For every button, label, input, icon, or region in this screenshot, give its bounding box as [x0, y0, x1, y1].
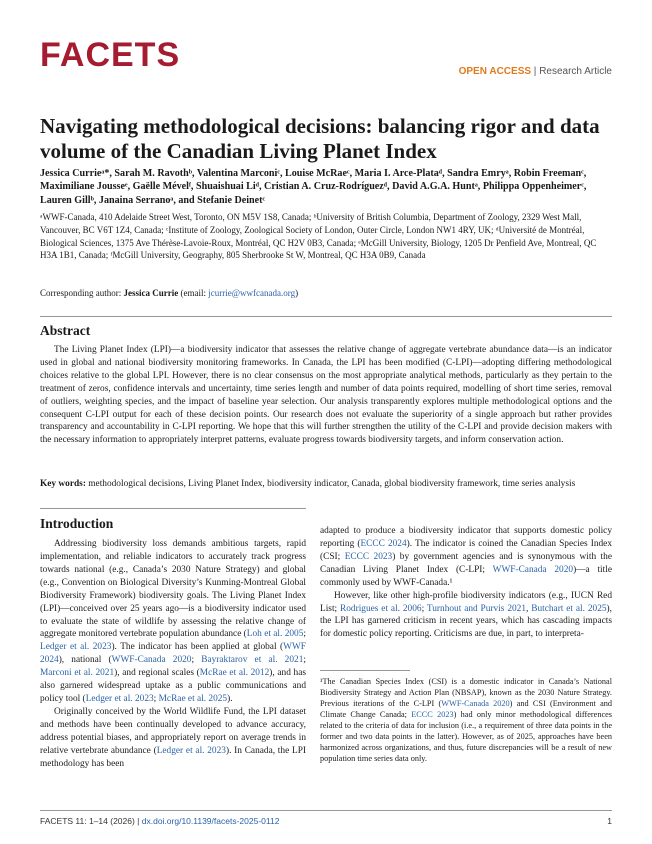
citation-link[interactable]: WWF-Canada 2020	[441, 699, 510, 708]
citation-link[interactable]: Bayraktarov et al. 2021	[201, 655, 304, 666]
author-list: Jessica Currieᵃ*, Sarah M. Ravothᵇ, Valentina Marconiᶜ, Louise McRaeᶜ, Maria I. Arce-Plataᵈ, Sandra Emryᵃ, Robin Freemanᶜ, Maximiliane Jousseᵉ, Gaëlle Mévelᶠ, Shuaishuai Liᵈ, Cristian A. Cruz-Rodríguezᵈ, David A.G.A. Huntᵃ, Philippa Oppenheimerᶜ, Lauren Gillᵇ, Janaina Serranoᵃ, and Stefanie Deinetᶜ	[40, 168, 587, 206]
divider	[40, 508, 306, 509]
doi-link[interactable]: dx.doi.org/10.1139/facets-2025-0112	[141, 816, 280, 826]
text-run: Originally conceived by the World Wildlife Fund, the LPI dataset and methods have been continually developed to advance accuracy, address potential biases, and appropriately report on average trends in relative vertebrate abundance (	[40, 706, 306, 756]
corresponding-author	[40, 287, 620, 299]
text-run: ), and regional scales (	[114, 668, 200, 679]
journal-citation: FACETS 11: 1–14 (2026)	[40, 816, 135, 826]
citation-link[interactable]: McRae et al. 2012	[199, 668, 270, 679]
keywords-label: Key words:	[40, 479, 86, 489]
journal-logo: FACETS	[40, 36, 181, 74]
text-run: ) by government agencies and is synonymous with the Canadian Living Planet Index (C-LPI;	[320, 551, 612, 575]
intro-paragraph-4	[320, 590, 612, 642]
text-run: ), the LPI has garnered criticism in recent years, which has cascading impacts for domestic policy reporting. Criticisms are due, in part, to interpreta-	[320, 603, 612, 640]
affiliations: ᵃWWF-Canada, 410 Adelaide Street West, Toronto, ON M5V 1S8, Canada; ᵇUniversity of British Columbia, Department of Zoology, 2329 West Mall, Vancouver, BC V6T 1Z4, Canada; ᶜInstitute of Zoology, Zoological Society of London, Outer Circle, London NW1 4RY, UK; ᵈUniversité de Montréal, Biological Sciences, 1375 Ave Thérèse-Lavoie-Roux, Montréal, QC H2V 0B3, Canada; ᵉMcGill University, Biology, 1205 Dr Penfield Ave, Montreal, QC H3A 1B1, Canada; ᶠMcGill University, Geography, 805 Sherbrooke St W, Montreal, QC H3A 0B9, Canada	[40, 212, 597, 261]
introduction-heading: Introduction	[40, 516, 114, 531]
citation-link[interactable]: McRae et al. 2025	[158, 694, 228, 705]
citation-link[interactable]: WWF-Canada 2020	[111, 655, 192, 666]
text-run: However, like other high-profile biodiversity indicators (e.g., IUCN Red List;	[320, 590, 612, 614]
email-link[interactable]: jcurrie@wwfcanada.org	[208, 288, 296, 298]
page-number: 1	[607, 816, 612, 826]
text-run: ).	[227, 694, 233, 705]
citation-link[interactable]: ECCC 2024	[360, 538, 407, 549]
text-run: ), national (	[58, 655, 112, 666]
email-prefix: (email:	[178, 288, 209, 298]
text-run: ¹The Canadian Species Index (CSI) is a domestic indicator in Canada’s National Biodiversity Strategy and Action Plan (NBSAP), known as the 2030 Nature Strategy. Previous iterations of the C-LPI (	[320, 677, 612, 708]
citation-link[interactable]: ECCC 2023	[344, 551, 393, 562]
header-separator: |	[531, 66, 540, 77]
citation-link[interactable]: Rodrigues et al. 2006	[340, 603, 422, 614]
text-run: ). The indicator has been applied at global (	[111, 642, 284, 653]
text-run: ;	[191, 655, 202, 666]
citation-link[interactable]: WWF 2024	[40, 642, 306, 666]
page-footer	[40, 816, 612, 826]
intro-paragraph-3	[320, 525, 612, 590]
citation-link[interactable]: WWF-Canada 2020	[492, 564, 574, 575]
divider	[40, 316, 612, 317]
access-label	[459, 66, 612, 77]
keywords	[40, 478, 612, 491]
text-run: adapted to produce a biodiversity indicator that supports domestic policy reporting (	[320, 526, 612, 549]
citation-link[interactable]: Turnhout and Purvis 2021	[426, 603, 527, 614]
text-run: ), and has also garnered widespread uptake as a public communications and policy tool (	[40, 668, 306, 705]
footnote	[320, 676, 612, 764]
citation-link[interactable]: Ledger et al. 2023	[85, 694, 154, 705]
text-run: ;	[153, 694, 159, 705]
article-title: Navigating methodological decisions: balancing rigor and data volume of the Canadian Living Planet Index	[40, 114, 600, 163]
corresponding-prefix: Corresponding author:	[40, 288, 124, 298]
text-run: ). The indicator is coined the Canadian Species Index (CSI;	[320, 538, 612, 562]
email-suffix: )	[295, 288, 299, 298]
intro-paragraph-1	[40, 538, 306, 706]
text-run: ;	[303, 655, 306, 666]
footer-separator: |	[134, 816, 142, 826]
citation-link[interactable]: ECCC 2023	[411, 710, 454, 719]
citation-link[interactable]: Loh et al. 2005	[246, 629, 304, 640]
text-run: ;	[421, 603, 427, 614]
abstract-text: The Living Planet Index (LPI)—a biodiversity indicator that assesses the relative change of aggregate vertebrate abundance data—is an indicator used in global and national biodiversity monitoring frameworks. In Canada, the LPI has been modified (C-LPI)—adopting differing methodological choices relative to the global LPI. However, there is no clear consensus on the most appropriate analytical methods, particularly as they pertain to the treatment of zeros, confidence intervals and uncertainty, time series length and number of data points required, modelling of short time series, removal of outliers, weighting species, and the impact of baseline year selection. Our analysis transparently explores multiple methodological options and the consequent C-LPI output for each of these decision points. Our research does not evaluate the superiority of a single approach but rather provides transparency and accountability in C-LPI reporting. We hope that this will further strengthen the utility of the C-LPI and provide decision makers with the necessary information to appropriately interpret patterns, evaluate progress towards biodiversity targets, and inform conservation action.	[40, 345, 612, 446]
corresponding-name: Jessica Currie	[123, 288, 179, 298]
footer-divider	[40, 810, 612, 811]
intro-paragraph-2	[40, 706, 306, 771]
citation-link[interactable]: Ledger et al. 2023	[156, 745, 226, 756]
text-run: ). In Canada, the LPI methodology has been	[40, 745, 306, 769]
article-type: Research Article	[539, 66, 612, 77]
abstract-heading: Abstract	[40, 323, 91, 338]
text-run: ) and CSI (Environment and Climate Change Canada;	[320, 699, 612, 719]
text-run: )—a title commonly used by WWF-Canada.¹	[320, 564, 612, 588]
citation-link[interactable]: Butchart et al. 2025	[531, 603, 607, 614]
open-access-label: OPEN ACCESS	[458, 66, 532, 77]
column-left	[40, 538, 306, 771]
text-run: ;	[303, 629, 306, 640]
text-run: Addressing biodiversity loss demands ambitious targets, rapid implementation, and reliable indicators to accurately track progress towards national (e.g., Canada’s 2030 Nature Strategy) and global (e.g., Convention on Biological Diversity’s Kunming-Montreal Global Biodiversity Framework) biodiversity goals. The Living Planet Index (LPI)—conceived over 25 years ago—is a biodiversity indicator used to evaluate the state of wildlife by assessing the relative change of aggregate monitored vertebrate population abundance (	[40, 539, 306, 640]
text-run: ) had only minor methodological differences related to the criteria of data for inclusion (i.e., a requirement of three data points in the former and two data points in the latter). However, as of 2025, approaches have been harmonized across organizations, and thus, future discrepancies will be a result of new population time series data only.	[320, 710, 612, 763]
footnote-divider	[320, 670, 410, 671]
citation-link[interactable]: Ledger et al. 2023	[40, 642, 112, 653]
column-right	[320, 525, 612, 641]
citation-link[interactable]: Marconi et al. 2021	[40, 668, 115, 679]
text-run: ,	[526, 603, 532, 614]
keywords-text: methodological decisions, Living Planet Index, biodiversity indicator, Canada, global biodiversity framework, time series analysis	[85, 479, 576, 489]
